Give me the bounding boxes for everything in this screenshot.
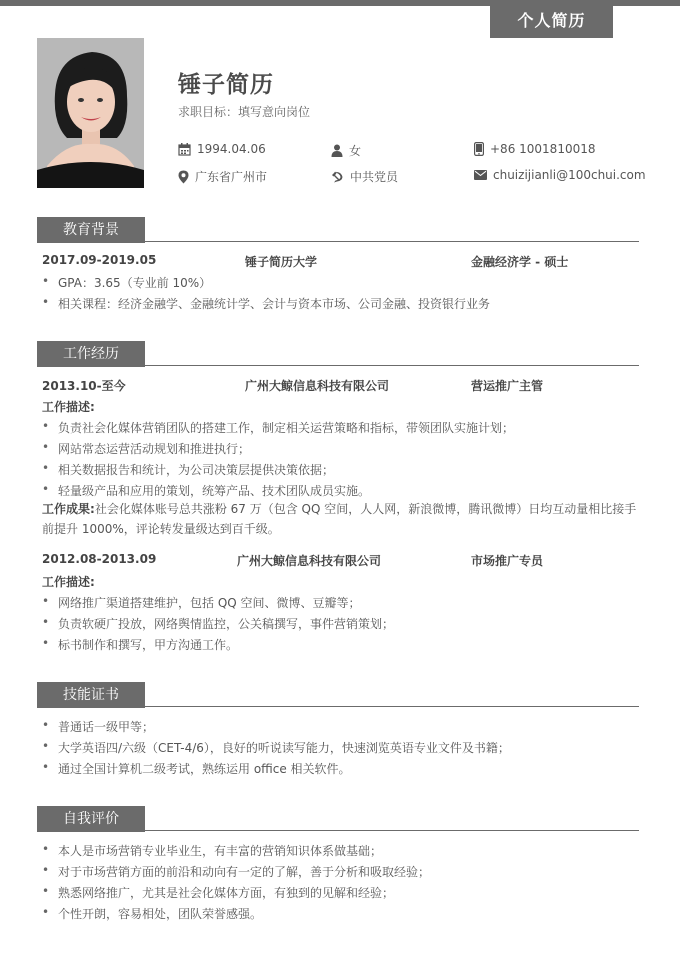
work-result-label: 工作成果: <box>42 502 95 516</box>
work-section-header <box>37 341 639 367</box>
email-info <box>474 168 646 182</box>
phone-info <box>474 142 596 156</box>
location-info <box>178 168 267 185</box>
mobile-phone-icon <box>474 142 484 156</box>
self-evaluation-section-header <box>37 806 639 832</box>
skills-title: 技能证书 <box>37 682 145 708</box>
school-name: 锤子简历大学 <box>245 255 318 269</box>
job-position: 市场推广专员 <box>471 554 544 568</box>
self-evaluation-title: 自我评价 <box>37 806 145 832</box>
email-address: chuizijianli@100chui.com <box>493 168 646 182</box>
hammer-sickle-icon <box>331 170 344 183</box>
gender: 女 <box>349 144 362 158</box>
person-icon <box>331 144 343 157</box>
location: 广东省广州市 <box>195 170 268 184</box>
envelope-icon <box>474 170 487 180</box>
calendar-icon <box>178 143 191 156</box>
divider <box>37 241 639 242</box>
work-description-label: 工作描述: <box>42 400 95 414</box>
work-title: 工作经历 <box>37 341 145 367</box>
education-period: 2017.09-2019.05 <box>42 253 157 267</box>
location-pin-icon <box>178 170 189 184</box>
work-result-text: 社会化媒体账号总共涨粉 67 万（包含 QQ 空间，人人网，新浪微博，腾讯微博）日均互动量相比接手前提升 1000%，评论转发量级达到百千级。 <box>42 502 637 536</box>
divider <box>37 706 639 707</box>
company-name: 广州大鲸信息科技有限公司 <box>237 554 382 568</box>
resume-badge: 个人简历 <box>490 6 613 38</box>
job-objective: 求职目标：填写意向岗位 <box>178 105 311 119</box>
skills-section-header <box>37 682 639 708</box>
job-period: 2012.08-2013.09 <box>42 552 157 566</box>
education-section-header <box>37 217 639 243</box>
company-name: 广州大鲸信息科技有限公司 <box>245 379 390 393</box>
work-description-label: 工作描述: <box>42 575 95 589</box>
work-result <box>42 499 640 539</box>
divider <box>37 365 639 366</box>
candidate-name: 锤子简历 <box>178 72 274 98</box>
divider <box>37 830 639 831</box>
birth-date: 1994.04.06 <box>197 142 266 156</box>
political-status: 中共党员 <box>350 170 399 184</box>
job-position: 营运推广主管 <box>471 379 544 393</box>
profile-photo <box>37 38 144 188</box>
politics-info <box>331 168 398 185</box>
gender-info <box>331 142 361 159</box>
education-title: 教育背景 <box>37 217 145 243</box>
job-period: 2013.10-至今 <box>42 379 126 393</box>
phone-number: +86 1001810018 <box>490 142 596 156</box>
birth-info <box>178 142 266 156</box>
major-degree: 金融经济学 - 硕士 <box>471 255 569 269</box>
